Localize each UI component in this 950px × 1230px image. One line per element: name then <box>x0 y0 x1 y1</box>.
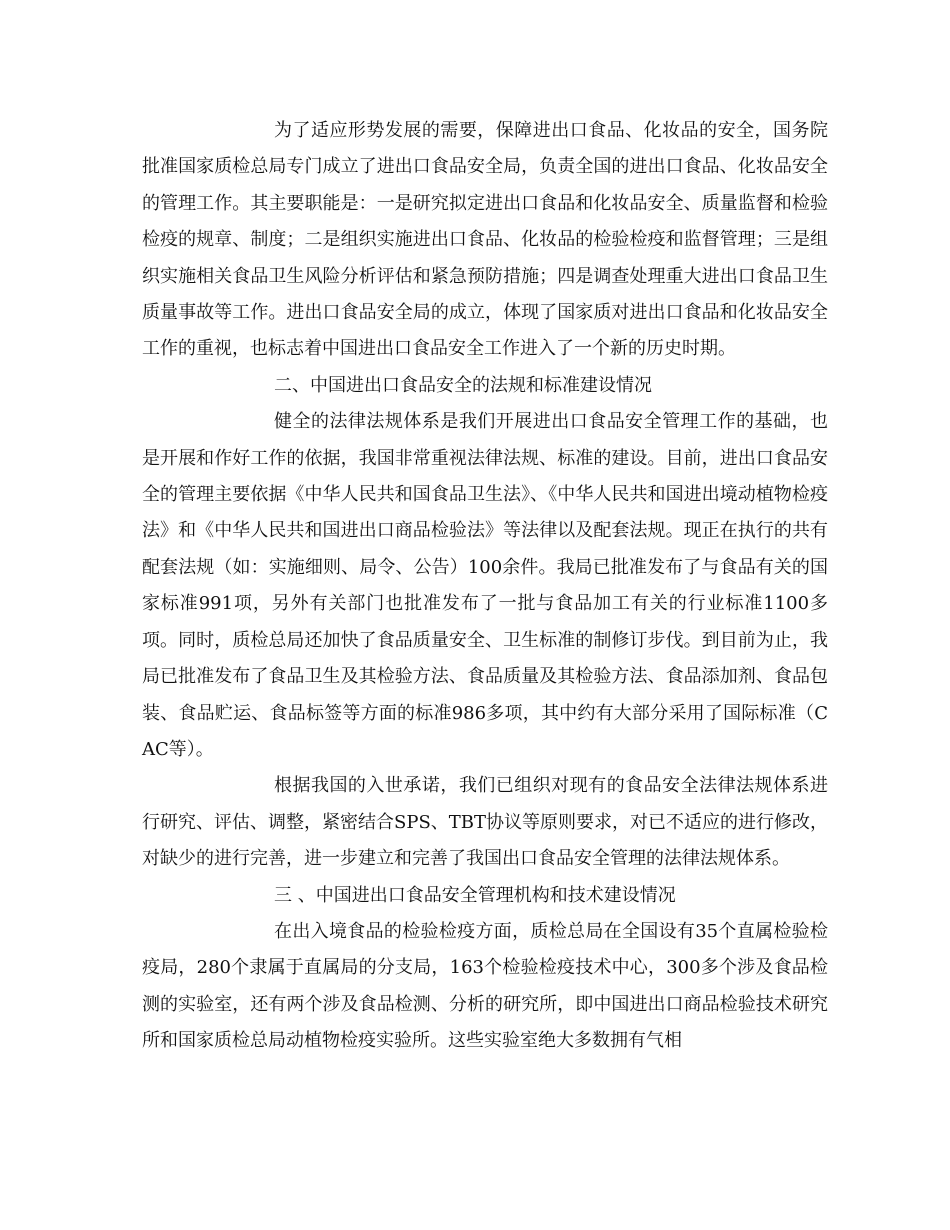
section-heading-institutions: 三 、中国进出口食品安全管理机构和技术建设情况 <box>274 884 676 906</box>
paragraph-food-safety-bureau: 为了适应形势发展的需要，保障进出口食品、化妆品的安全，国务院批准国家质检总局专门成立了进出口食品安全局，负责全国的进出口食品、化妆品安全的管理工作。其主要职能是：一是研究拟定进出口食品和化妆品安全、质量监督和检验检疫的规章、制度；二是组织实施进出口食品、化妆品的检验检疫和监督管理；三是组织实施相关食品卫生风险分析评估和紧急预防措施；四是调查处理重大进出口食品卫生质量事故等工作。进出口食品安全局的成立，体现了国家质对进出口食品和化妆品安全工作的重视，也标志着中国进出口食品安全工作进入了一个新的历史时期。 <box>142 120 828 360</box>
paragraph-wto-commitment: 根据我国的入世承诺，我们已组织对现有的食品安全法律法规体系进行研究、评估、调整，紧密结合SPS、TBT协议等原则要求，对已不适应的进行修改，对缺少的进行完善，进一步建立和完善了我国出口食品安全管理的法律法规体系。 <box>142 775 829 870</box>
section-heading-regulations: 二、中国进出口食品安全的法规和标准建设情况 <box>274 374 652 396</box>
paragraph-inspection-network: 在出入境食品的检验检疫方面，质检总局在全国设有35个直属检验检疫局，280个隶属于直属局的分支局，163个检验检疫技术中心，300多个涉及食品检测的实验室，还有两个涉及食品检测、分析的研究所，即中国进出口商品检验技术研究所和国家质检总局动植物检疫实验所。这些实验室绝大多数拥有气相 <box>142 920 828 1052</box>
document-body <box>142 113 828 1060</box>
paragraph-legal-system: 健全的法律法规体系是我们开展进出口食品安全管理工作的基础，也是开展和作好工作的依据，我国非常重视法律法规、标准的建设。目前，进出口食品安全的管理主要依据《中华人民共和国食品卫生法》、《中华人民共和国进出境动植物检疫法》和《中华人民共和国进出口商品检验法》等法律以及配套法规。现正在执行的共有配套法规（如：实施细则、局令、公告）100余件。我局已批准发布了与食品有关的国家标准991项，另外有关部门也批准发布了一批与食品加工有关的行业标准1100多项。同时，质检总局还加快了食品质量安全、卫生标准的制修订步伐。到目前为止，我局已批准发布了食品卫生及其检验方法、食品质量及其检验方法、食品添加剂、食品包装、食品贮运、食品标签等方面的标准986多项，其中约有大部分采用了国际标准（CAC等）。 <box>142 411 828 760</box>
